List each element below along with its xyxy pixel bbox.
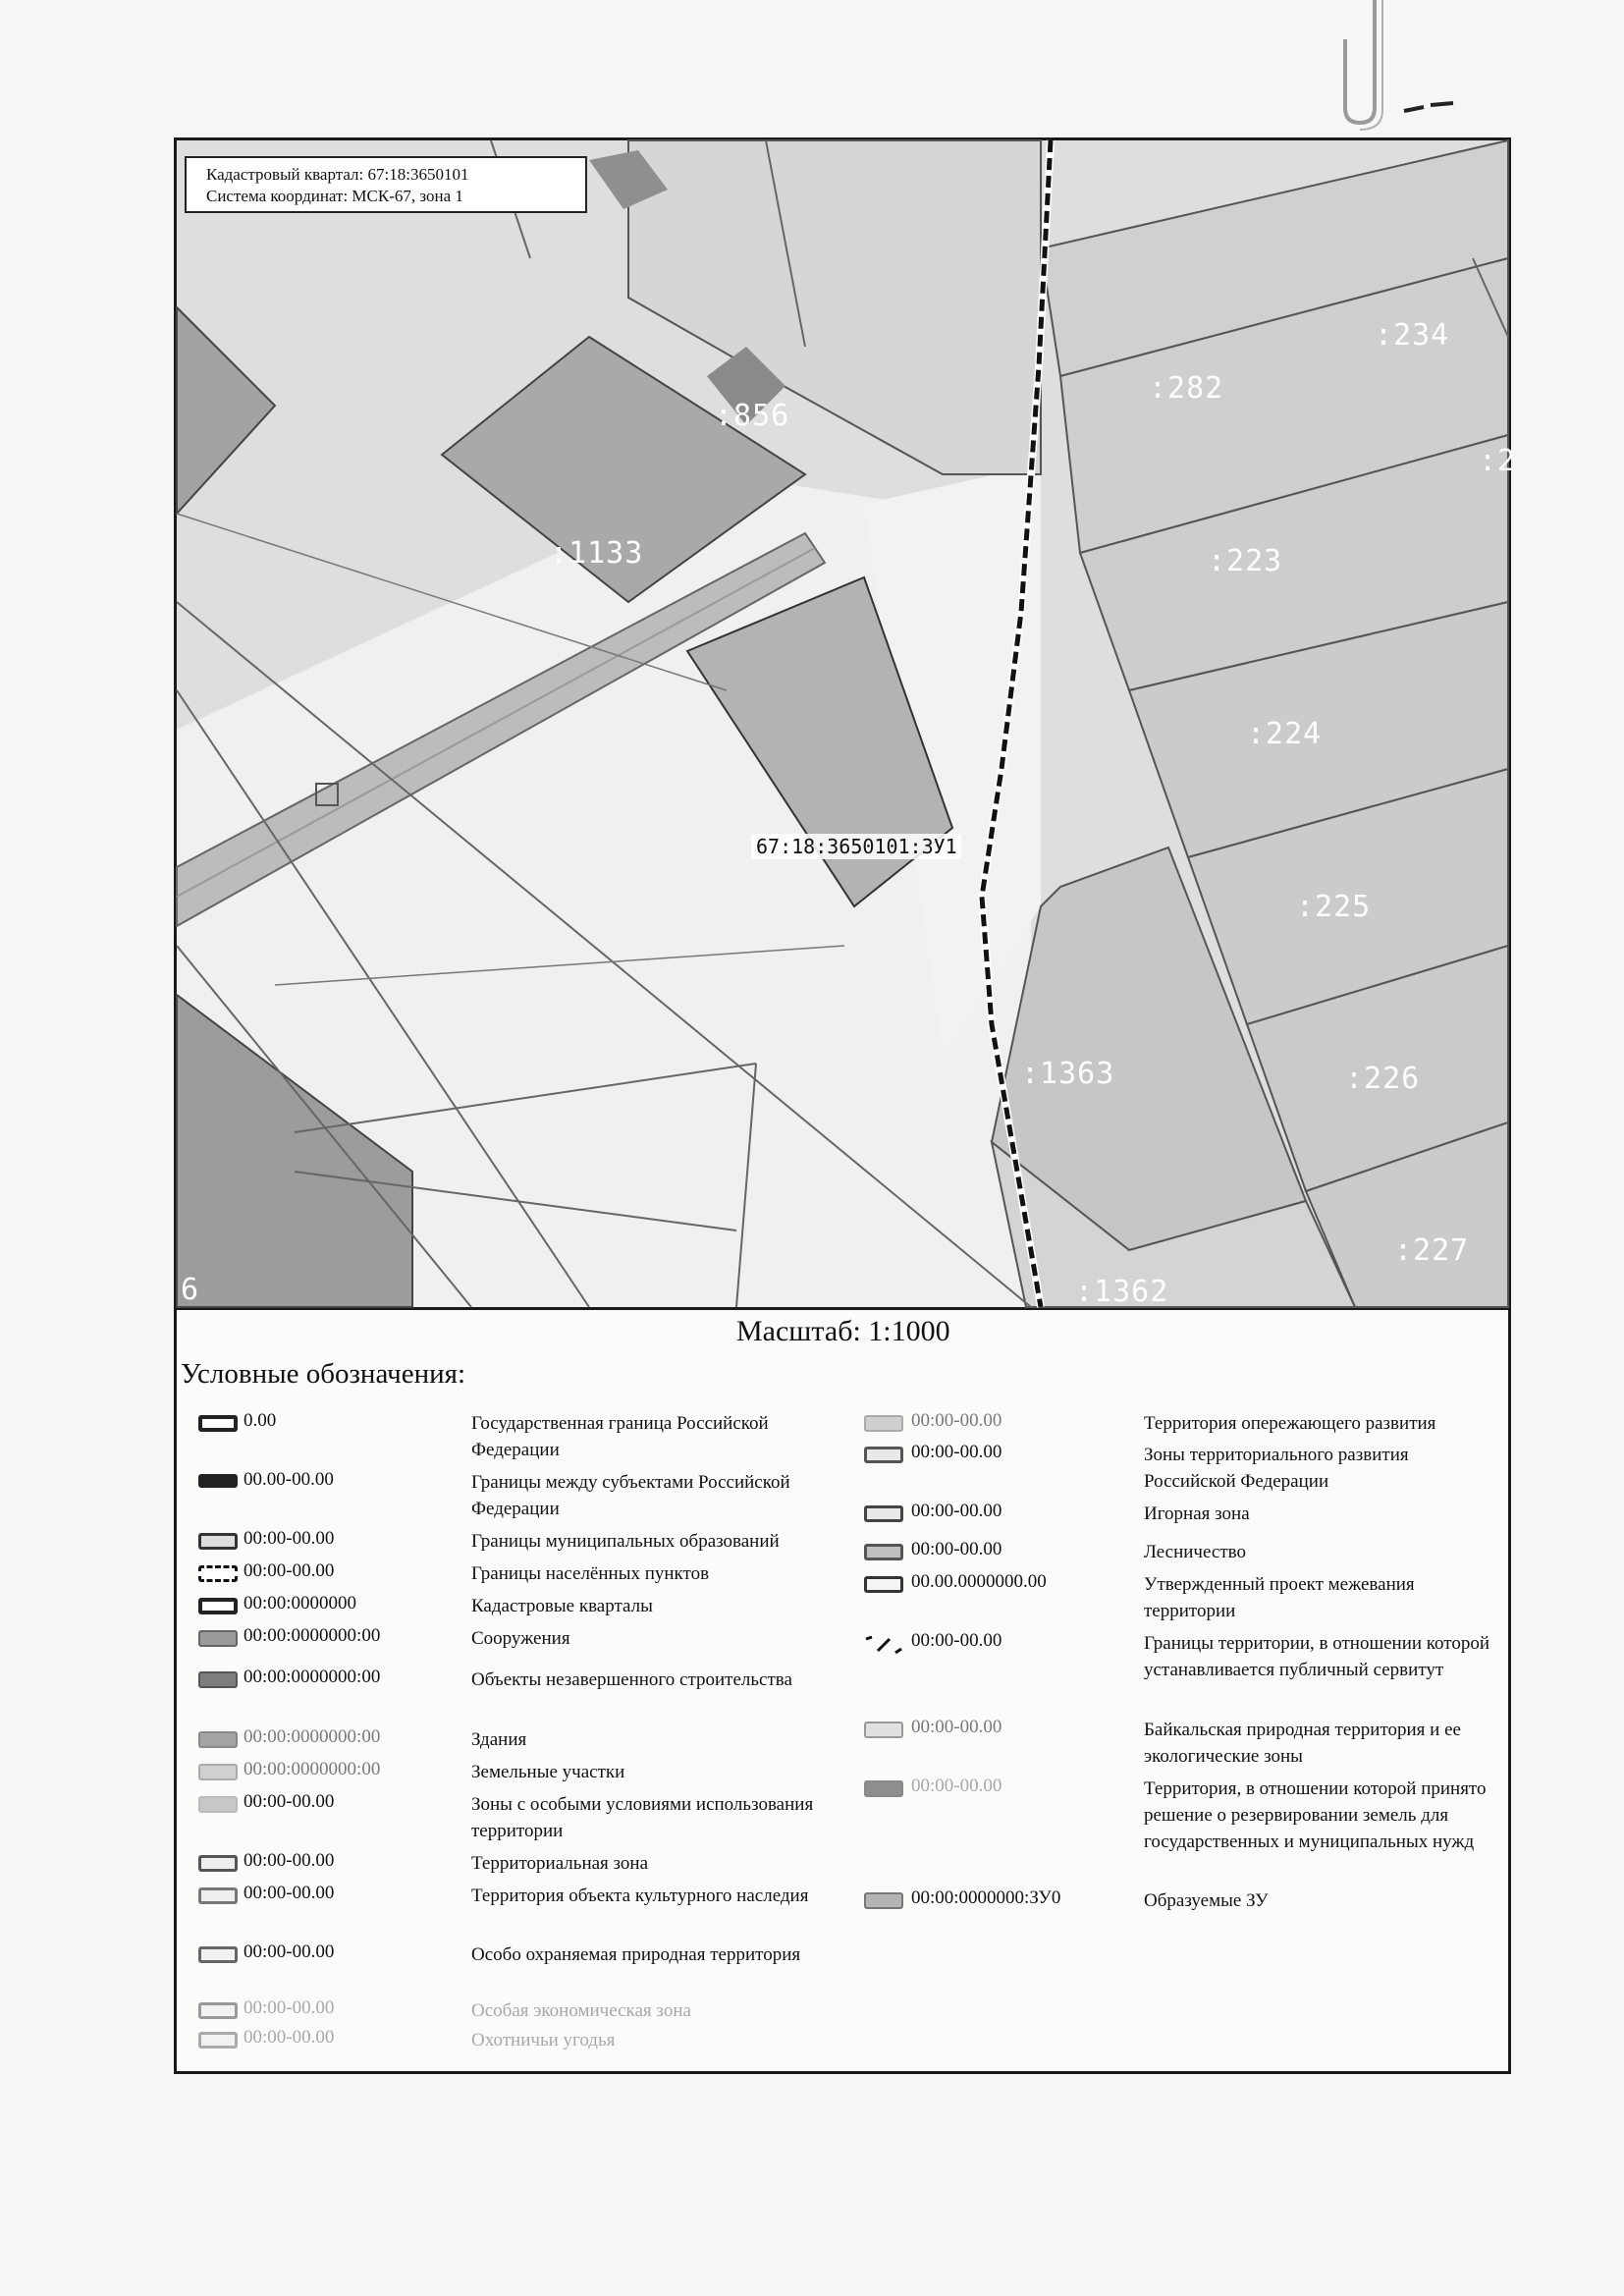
legend-text: Байкальская природная территория и ее экологические зоны [1144, 1720, 1461, 1767]
label-2: :2 [1479, 444, 1517, 478]
label-1362: :1362 [1075, 1275, 1169, 1309]
legend-code: 00:00-00.00 [911, 1410, 1002, 1431]
legend-code: 00:00-00.00 [911, 1776, 1002, 1796]
legend-code: 00:00-00.00 [244, 1528, 335, 1549]
special-zone-symbol [198, 1796, 238, 1813]
map-canvas [177, 140, 1517, 1309]
legend-code: 00:00-00.00 [244, 1850, 335, 1871]
servitude-symbol [864, 1635, 903, 1655]
legend-code: 00:00-00.00 [244, 1560, 335, 1581]
label-227: :227 [1394, 1233, 1470, 1268]
survey-project-symbol [864, 1576, 903, 1593]
label-zu1: 67:18:3650101:ЗУ1 [756, 835, 957, 858]
legend [177, 1407, 1508, 2065]
scan-mark [1399, 93, 1478, 123]
gaming-zone-symbol [864, 1505, 903, 1522]
cultural-heritage-symbol [198, 1887, 238, 1904]
label-282: :282 [1149, 371, 1224, 406]
legend-text: Границы территории, в отношении которой устанавливается публичный сервитут [1144, 1633, 1490, 1680]
legend-code: 00:00:0000000:00 [244, 1759, 381, 1779]
unfinished-construction-symbol [198, 1671, 238, 1688]
legend-code: 00.00-00.00 [244, 1469, 334, 1490]
legend-code: 00.00.0000000.00 [911, 1571, 1047, 1592]
label-234: :234 [1375, 318, 1450, 353]
legend-code: 00:00-00.00 [244, 1941, 335, 1962]
label-1363: :1363 [1021, 1057, 1115, 1091]
state-border-symbol [198, 1415, 238, 1432]
legend-text: Территория объекта культурного наследия [471, 1886, 809, 1906]
legend-text: Особо охраняемая природная территория [471, 1944, 801, 1965]
legend-code: 00:00:0000000:00 [244, 1667, 381, 1687]
legend-code: 00:00-00.00 [244, 2027, 335, 2048]
label-6: 6 [181, 1273, 200, 1307]
legend-text: Границы населённых пунктов [471, 1563, 710, 1584]
legend-text: Земельные участки [471, 1762, 625, 1782]
legend-text: Границы между субъектами Российской Федерации [471, 1472, 790, 1519]
legend-title: Условные обозначения: [181, 1358, 466, 1390]
territorial-development-symbol [864, 1447, 903, 1463]
hunting-grounds-symbol [198, 2032, 238, 2049]
coordinate-system: Система координат: МСК-67, зона 1 [206, 187, 463, 205]
territorial-zone-symbol [198, 1855, 238, 1872]
paperclip-image [1335, 0, 1394, 128]
building-symbol [198, 1731, 238, 1748]
reserved-land-symbol [864, 1780, 903, 1797]
label-223: :223 [1208, 544, 1283, 578]
legend-code: 00:00-00.00 [244, 1883, 335, 1903]
legend-text: Зоны территориального развития Российской Федерации [1144, 1445, 1409, 1492]
legend-code: 00:00-00.00 [911, 1539, 1002, 1559]
legend-text: Территориальная зона [471, 1853, 649, 1874]
legend-code: 00:00:0000000:00 [244, 1726, 381, 1747]
land-plot-symbol [198, 1764, 238, 1780]
legend-text: Образуемые ЗУ [1144, 1890, 1269, 1911]
legend-code: 00:00-00.00 [911, 1630, 1002, 1651]
legend-code: 0.00 [244, 1410, 277, 1431]
legend-text: Территория, в отношении которой принято решение о резервировании земель для государственных и муниципальных нужд [1144, 1778, 1487, 1852]
legend-code: 00:00-00.00 [244, 1791, 335, 1812]
legend-text: Государственная граница Российской Федерации [471, 1413, 769, 1460]
protected-area-symbol [198, 1946, 238, 1963]
advanced-development-symbol [864, 1415, 903, 1432]
legend-code: 00:00:0000000:ЗУ0 [911, 1887, 1061, 1908]
legend-text: Здания [471, 1729, 527, 1750]
legend-text: Кадастровые кварталы [471, 1596, 653, 1616]
legend-text: Особая экономическая зона [471, 2000, 691, 2021]
economic-zone-symbol [198, 2002, 238, 2019]
label-224: :224 [1247, 717, 1323, 751]
settlement-border-symbol [198, 1565, 238, 1582]
legend-text: Лесничество [1144, 1542, 1246, 1562]
legend-code: 00:00-00.00 [911, 1501, 1002, 1521]
cadastral-sheet [174, 137, 1517, 2074]
legend-code: 00:00-00.00 [244, 1997, 335, 2018]
legend-text: Объекты незавершенного строительства [471, 1669, 792, 1690]
legend-code: 00:00-00.00 [911, 1442, 1002, 1462]
map-info-box [185, 156, 587, 213]
label-225: :225 [1296, 890, 1372, 924]
legend-text: Сооружения [471, 1628, 570, 1649]
legend-text: Утвержденный проект межевания территории [1144, 1574, 1415, 1621]
legend-code: 00:00:0000000:00 [244, 1625, 381, 1646]
cadastral-map [177, 140, 1517, 1310]
label-856: :856 [715, 399, 790, 433]
forestry-symbol [864, 1544, 903, 1560]
municipal-border-symbol [198, 1533, 238, 1550]
new-plot-symbol [864, 1892, 903, 1909]
legend-text: Территория опережающего развития [1144, 1413, 1436, 1434]
structure-symbol [198, 1630, 238, 1647]
quarter-border-symbol [198, 1598, 238, 1614]
legend-text: Зоны с особыми условиями использования территории [471, 1794, 814, 1841]
map-scale: Масштаб: 1:1000 [736, 1315, 950, 1347]
legend-code: 00:00:0000000 [244, 1593, 357, 1613]
cadastral-quarter: Кадастровый квартал: 67:18:3650101 [206, 165, 469, 184]
label-226: :226 [1345, 1062, 1421, 1096]
legend-text: Границы муниципальных образований [471, 1531, 780, 1552]
subject-border-symbol [198, 1474, 238, 1488]
legend-text: Игорная зона [1144, 1503, 1250, 1524]
label-1133: :1133 [550, 536, 644, 571]
legend-text: Охотничьи угодья [471, 2030, 616, 2050]
baikal-territory-symbol [864, 1722, 903, 1738]
legend-code: 00:00-00.00 [911, 1717, 1002, 1737]
